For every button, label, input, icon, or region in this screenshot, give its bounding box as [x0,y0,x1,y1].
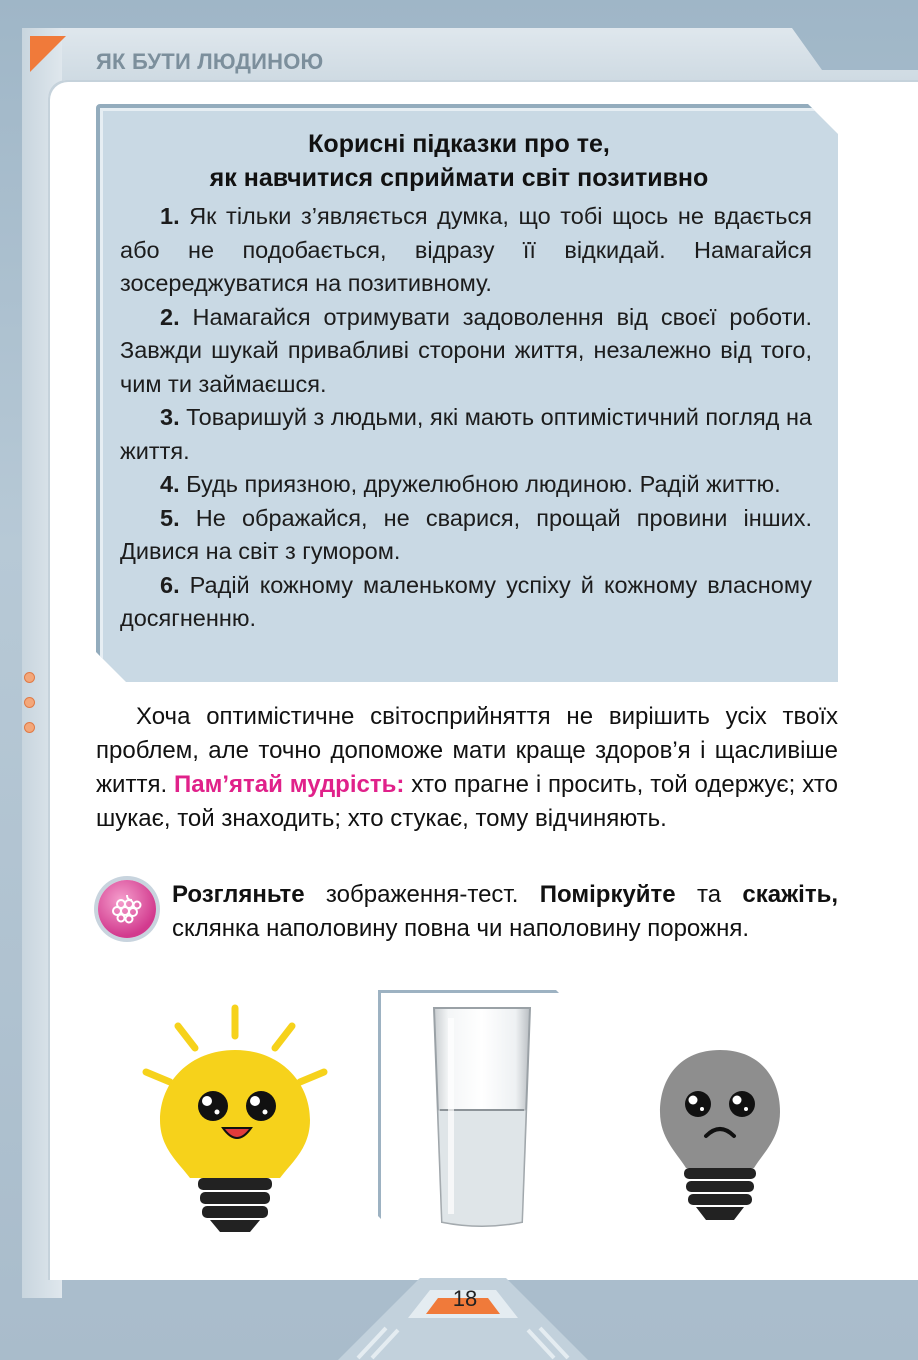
dot-icon [24,672,35,683]
tip-text: Товаришуй з людьми, які мають оптимістичний погляд на життя. [120,404,812,464]
tip-number: 5. [160,504,180,531]
paragraph-text-end: хто прагне і просить, той одержує; хто шукає, той знаходить; хто стукає, тому відчиняють. [96,771,838,832]
tip-item [120,569,812,636]
tips-title-line1: Корисні підказки про те, [308,130,610,158]
task-fragment: склянка наполовину повна чи наполовину порожня. [172,915,749,942]
tip-number: 1. [160,203,180,229]
task-verb-2: Поміркуйте [539,881,676,908]
dot-icon [24,722,35,733]
tips-list [120,200,812,636]
tip-item [120,200,812,301]
paragraph-text: Хоча оптимістичне світосприйняття не вирішить усіх твоїх проблем, але точно допоможе мати краще здоров’я і щасливіше життя. [96,703,838,798]
sad-bulb-illustration [650,1040,790,1240]
running-title: ЯК БУТИ ЛЮДИНОЮ [96,49,324,74]
task-fragment: та [675,881,743,908]
tip-text: Як тільки з’являється думка, що тобі щось не вдається або не подобається, відразу її відкидай. Намагайся зосереджуватися на позитивному. [120,203,812,296]
tip-number: 4. [160,471,180,497]
tip-text: Не ображайся, не сварися, прощай провини інших. Дивися на світ з гумором. [120,504,812,564]
tip-number: 3. [160,404,180,430]
tip-item [120,468,812,502]
tip-number: 6. [160,571,180,598]
page-number: 18 [452,1286,478,1311]
tip-item [120,502,812,569]
dot-icon [24,697,35,708]
tip-item [120,401,812,468]
wisdom-label: Пам’ятай мудрість: [174,771,405,798]
main-paragraph [96,700,838,836]
tip-number: 2. [160,303,180,330]
tip-item [120,301,812,402]
happy-bulb-illustration [140,1000,330,1240]
decor-dots [24,672,35,747]
half-full-glass-illustration [420,1000,544,1236]
grapes-icon [98,880,156,938]
tip-text: Радій кожному маленькому успіху й кожному власному досягненню. [120,571,812,631]
task-fragment: зображення-тест. [304,881,540,908]
tips-title-line2: як навчитися сприймати світ позитивно [209,164,709,192]
task-text [172,878,838,946]
task-verb-3: скажіть, [742,881,838,908]
task-verb-1: Розгляньте [172,881,305,908]
tip-text: Будь приязною, дружелюбною людиною. Радій життю. [179,471,781,497]
tip-text: Намагайся отримувати задоволення від своєї роботи. Завжди шукай привабливі сторони життя, незалежно від того, чим ти займаєшся. [120,303,812,397]
corner-triangle-icon [30,36,66,72]
